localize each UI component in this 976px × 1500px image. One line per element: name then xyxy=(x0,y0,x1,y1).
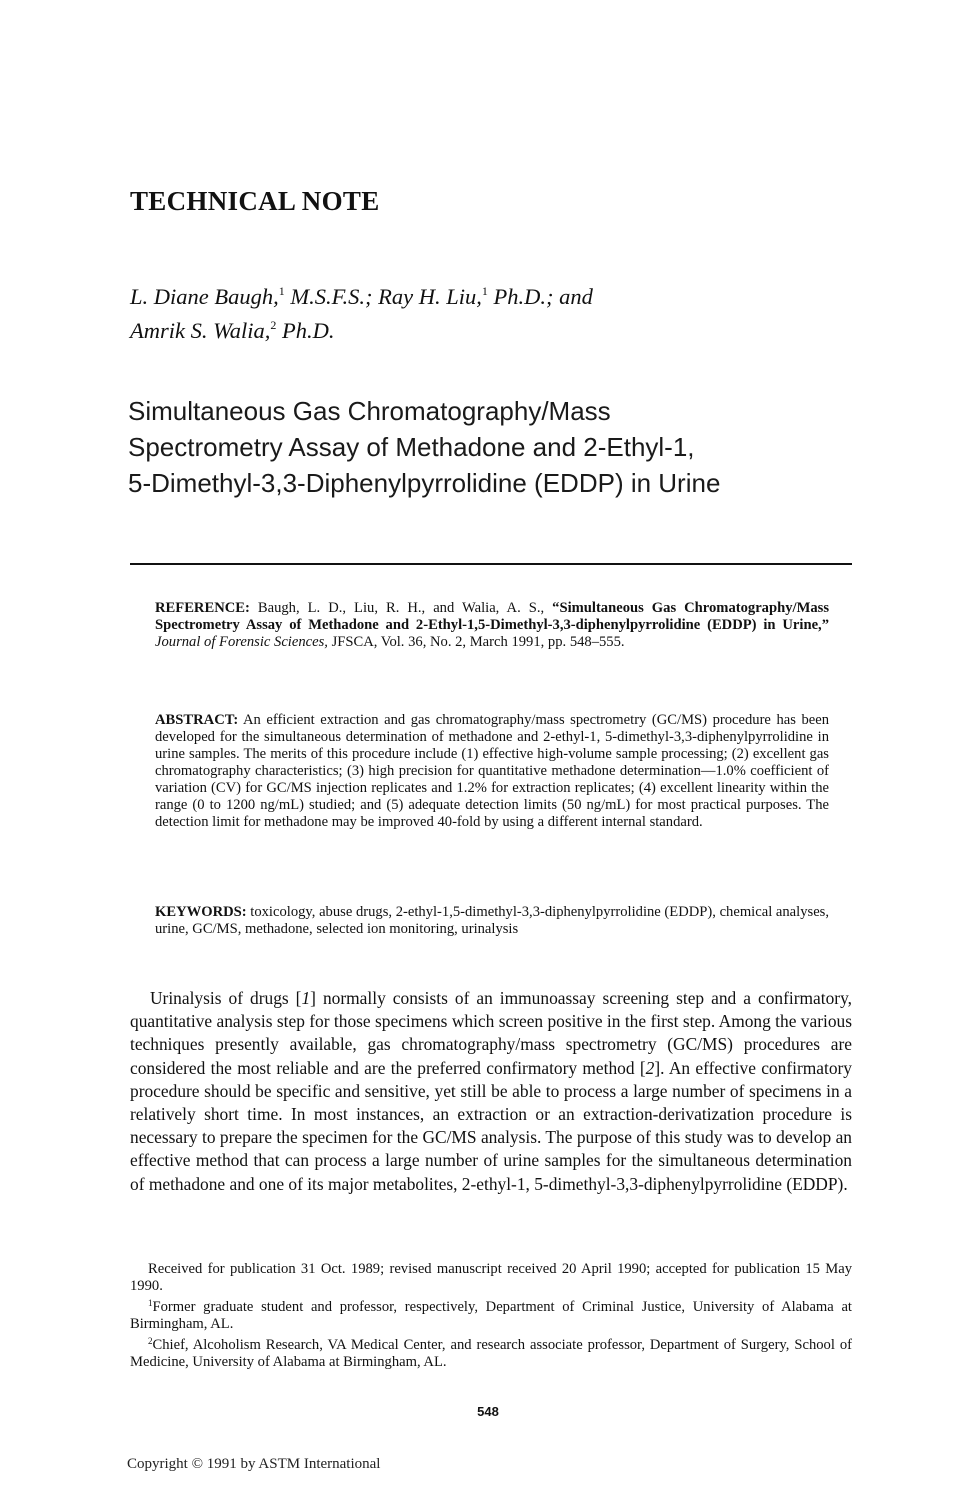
keywords-block xyxy=(155,904,829,938)
abstract-label: ABSTRACT: xyxy=(155,712,239,728)
author-name: L. Diane Baugh, xyxy=(130,284,279,309)
author-list xyxy=(130,277,830,345)
affiliation-marker: 2 xyxy=(270,318,277,332)
footnote-marker: 2 xyxy=(148,1336,153,1346)
body-text-segment: Urinalysis of drugs [ xyxy=(150,988,302,1008)
author-name: Ray H. Liu, xyxy=(378,284,482,309)
received-note: Received for publication 31 Oct. 1989; revised manuscript received 20 April 1990; accepted for publication 15 May 1990. xyxy=(130,1261,852,1294)
body-paragraph xyxy=(130,987,852,1196)
page-number: 548 xyxy=(477,1404,499,1419)
reference-journal: Journal of Forensic Sciences, xyxy=(155,634,328,650)
abstract-text: An efficient extraction and gas chromatography/mass spectrometry (GC/MS) procedure has been developed for the simultaneous determination of methadone and 2-ethyl-1, 5-dimethyl-3,3-diphenylpyrrolidine in urine samples. The merits of this procedure include (1) effective high-volume sample processing; (2) excellent gas chromatography characteristics; (3) high precision for quantitative methadone determination—1.0% coefficient of variation (CV) for GC/MS injection replicates and 1.2% for extraction replicates; (4) excellent linearity within the range (0 to 1200 ng/mL) studied; and (5) adequate detection limits (50 ng/mL) for most practical purposes. The detection limit for methadone may be improved 40-fold by using a different internal standard. xyxy=(155,712,829,830)
reference-details: JFSCA, Vol. 36, No. 2, March 1991, pp. 548–555. xyxy=(327,634,625,650)
title-line: 5-Dimethyl-3,3-Diphenylpyrrolidine (EDDP) in Urine xyxy=(128,468,721,498)
citation-ref: 1 xyxy=(301,988,311,1008)
author-degree: Ph.D. xyxy=(276,318,335,343)
copyright-notice: Copyright © 1991 by ASTM International xyxy=(127,1456,381,1472)
title-line: Spectrometry Assay of Methadone and 2-Ethyl-1, xyxy=(128,432,695,462)
author-name: Amrik S. Walia, xyxy=(130,318,271,343)
abstract-block xyxy=(155,712,829,831)
citation-ref: 2 xyxy=(645,1057,655,1078)
keywords-text: toxicology, abuse drugs, 2-ethyl-1,5-dimethyl-3,3-diphenylpyrrolidine (EDDP), chemical analyses, urine, GC/MS, methadone, selected ion monitoring, urinalysis xyxy=(155,904,829,937)
reference-authors: Baugh, L. D., Liu, R. H., and Walia, A. S., xyxy=(249,600,553,616)
title-divider xyxy=(130,563,852,565)
affiliation-marker: 1 xyxy=(481,284,488,298)
title-line: Simultaneous Gas Chromatography/Mass xyxy=(128,396,611,426)
body-text-segment: ] normally consists of an immunoassay screening step and a confirmatory, quantitative analysis step for those specimens which screen positive in the first step. Among the various techniques presently available, gas chromatography/mass spectrometry (GC/MS) procedures are considered the most reliable and are the preferred confirmatory method [ xyxy=(130,988,852,1078)
section-label: TECHNICAL NOTE xyxy=(130,186,380,216)
footnote-text: Former graduate student and professor, respectively, Department of Criminal Justice, University of Alabama at Birmingham, AL. xyxy=(130,1299,852,1332)
footnotes xyxy=(130,1261,852,1371)
footnote-marker: 1 xyxy=(148,1298,153,1308)
affiliation-marker: 1 xyxy=(278,284,285,298)
author-degree: Ph.D.; and xyxy=(487,284,593,309)
reference-block xyxy=(155,600,829,651)
footnote-2 xyxy=(130,1333,852,1371)
paper-title xyxy=(128,393,888,501)
reference-label: REFERENCE: xyxy=(155,600,250,616)
footnote-text: Chief, Alcoholism Research, VA Medical Center, and research associate professor, Department of Surgery, School of Medicine, University of Alabama at Birmingham, AL. xyxy=(130,1337,852,1370)
footnote-1 xyxy=(130,1295,852,1333)
body-text-segment: ]. An effective confirmatory procedure should be specific and sensitive, yet still be able to process a large number of specimens in a relatively short time. In most instances, an extraction or an extraction-derivatization procedure is necessary to prepare the specimen for the GC/MS analysis. The purpose of this study was to develop an effective method that can process a large number of urine samples for the simultaneous determination of methadone and one of its major metabolites, 2-ethyl-1, 5-dimethyl-3,3-diphenylpyrrolidine (EDDP). xyxy=(130,1057,853,1194)
keywords-label: KEYWORDS: xyxy=(155,904,247,920)
author-degree: M.S.F.S.; xyxy=(284,284,379,309)
reference-article-title: “Simultaneous Gas Chromatography/Mass Spectrometry Assay of Methadone and 2-Ethyl-1,5-Dimethyl-3,3-diphenylpyrrolidine (EDDP) in Urine,” xyxy=(155,600,829,633)
